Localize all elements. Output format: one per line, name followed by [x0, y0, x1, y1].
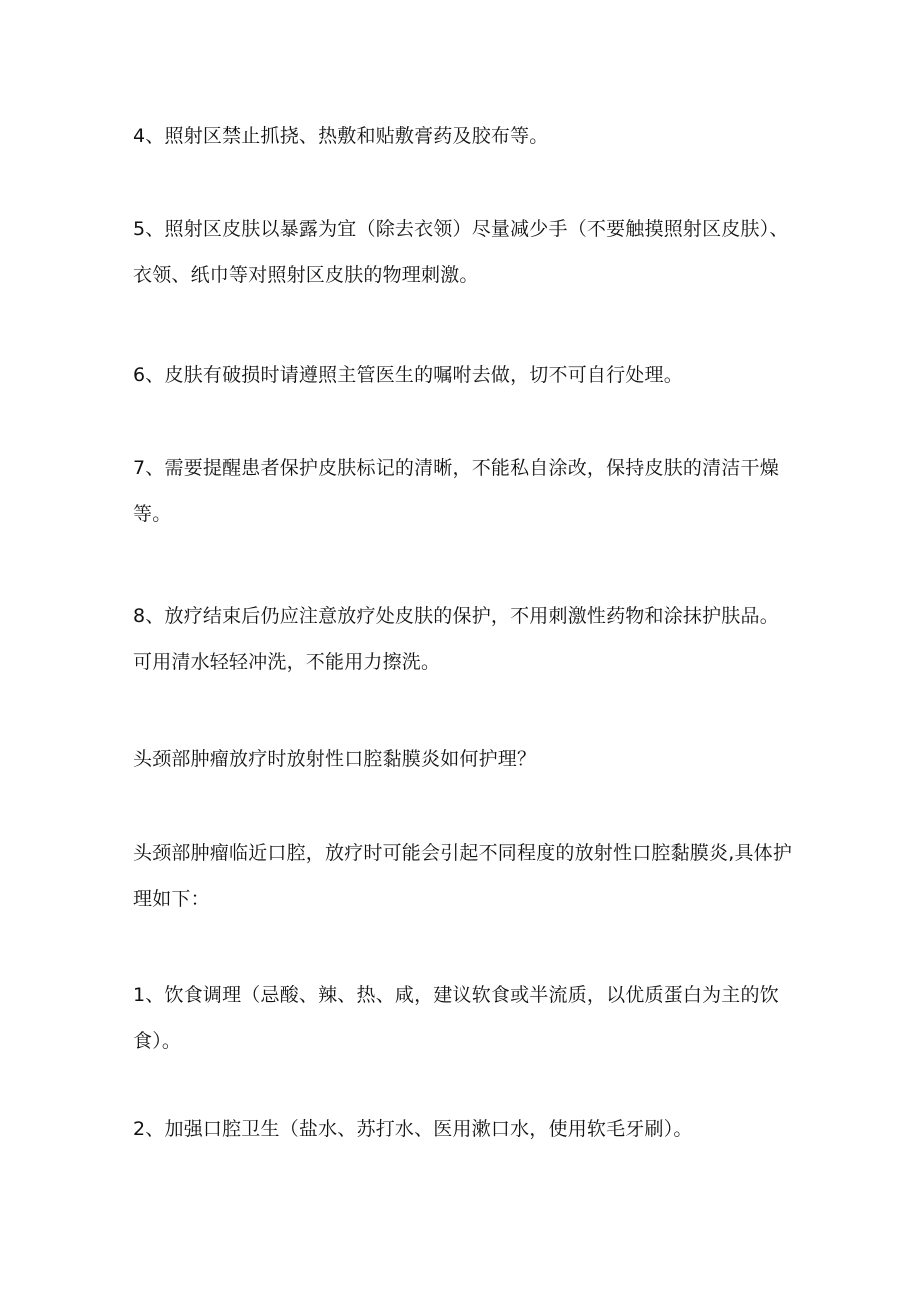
section-intro: 头颈部肿瘤临近口腔，放疗时可能会引起不同程度的放射性口腔黏膜炎,具体护理如下： — [133, 842, 793, 910]
paragraph-item-1: 1、饮食调理（忌酸、辣、热、咸，建议软食或半流质，以优质蛋白为主的饮食）。 — [133, 984, 779, 1052]
paragraph-item-2: 2、加强口腔卫生（盐水、苏打水、医用漱口水，使用软毛牙刷）。 — [133, 1118, 693, 1140]
paragraph-item-7: 7、需要提醒患者保护皮肤标记的清晰，不能私自涂改，保持皮肤的清洁干燥等。 — [133, 457, 779, 525]
section-question: 头颈部肿瘤放疗时放射性口腔黏膜炎如何护理？ — [133, 748, 537, 770]
paragraph-item-5: 5、照射区皮肤以暴露为宜（除去衣领）尽量减少手（不要触摸照射区皮肤）、衣领、纸巾等对照射区皮肤的物理刺激。 — [133, 218, 789, 286]
paragraph-item-8: 8、放疗结束后仍应注意放疗处皮肤的保护，不用刺激性药物和涂抹护肤品。可用清水轻轻冲洗，不能用力擦洗。 — [133, 605, 779, 673]
paragraph-item-6: 6、皮肤有破损时请遵照主管医生的嘱咐去做，切不可自行处理。 — [133, 364, 683, 386]
paragraph-item-4: 4、照射区禁止抓挠、热敷和贴敷膏药及胶布等。 — [133, 125, 549, 147]
